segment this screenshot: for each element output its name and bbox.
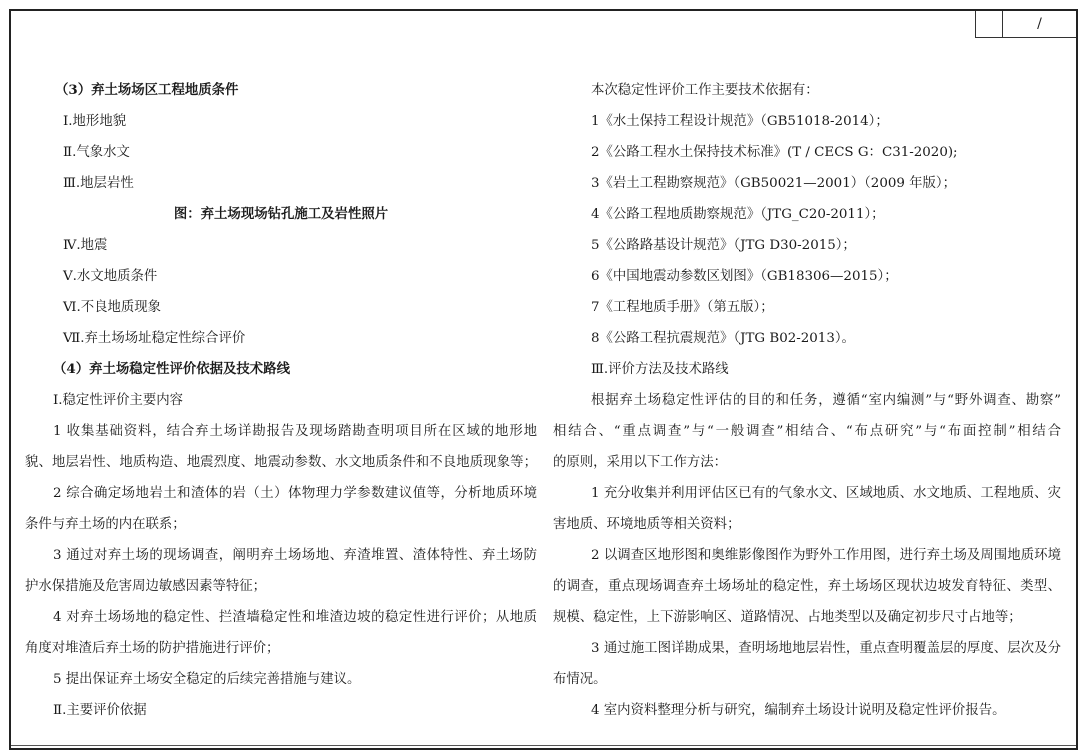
left-paragraph-line: 3 通过对弃土场的现场调查，阐明弃土场场地、弃渣堆置、渣体特性、弃土场防	[53, 548, 537, 563]
right-paragraph-line: 规模、稳定性，上下游影响区、道路情况、占地类型以及确定初步尺寸占地等；	[553, 610, 1022, 625]
right-paragraph-line: 害地质、环境地质等相关资料；	[553, 517, 741, 532]
right-paragraph-line: 2《公路工程水土保持技术标准》(T / CECS G：C31-2020);	[591, 145, 958, 160]
right-paragraph-line: 的调查，重点现场调查弃土场场址的稳定性，弃土场场区现状边坡发育特征、类型、	[553, 579, 1061, 594]
title-block-edge	[11, 745, 1076, 752]
left-paragraph-line: 角度对堆渣后弃土场的防护措施进行评价；	[25, 641, 280, 656]
left-paragraph-line: 貌、地层岩性、地质构造、地震烈度、地震动参数、水文地质条件和不良地质现象等；	[25, 455, 537, 470]
right-paragraph-line: 3《岩土工程勘察规范》（GB50021—2001）（2009 年版）；	[591, 176, 956, 191]
right-paragraph-line: 7《工程地质手册》（第五版）；	[591, 300, 774, 315]
left-paragraph-line: Ⅱ.主要评价依据	[53, 703, 147, 718]
right-paragraph-line: 6《中国地震动参数区划图》（GB18306—2015）；	[591, 269, 898, 284]
right-paragraph-line: 5《公路路基设计规范》（JTG D30-2015）；	[591, 238, 856, 253]
left-paragraph-line: Ⅰ.地形地貌	[63, 114, 127, 129]
document-sheet	[9, 9, 1078, 750]
right-paragraph-line: 的原则，采用以下工作方法：	[553, 455, 728, 470]
left-paragraph-line: Ⅵ.不良地质现象	[63, 300, 162, 315]
left-paragraph-line: 图：弃土场现场钻孔施工及岩性照片	[173, 206, 389, 222]
right-paragraph-line: 本次稳定性评价工作主要技术依据有：	[591, 83, 819, 98]
page-number: /	[1037, 16, 1042, 32]
left-paragraph-line: Ⅲ.地层岩性	[63, 176, 134, 191]
right-column	[553, 75, 1061, 726]
right-paragraph-line: 布情况。	[553, 672, 607, 687]
left-paragraph-line: Ⅴ.水文地质条件	[63, 269, 158, 284]
left-paragraph-line: 1 收集基础资料，结合弃土场详勘报告及现场踏勘查明项目所在区域的地形地	[53, 424, 537, 439]
left-paragraph-line: Ⅱ.气象水文	[63, 145, 130, 160]
right-paragraph-line: 3 通过施工图详勘成果，查明场地地层岩性，重点查明覆盖层的厚度、层次及分	[591, 641, 1061, 656]
right-paragraph-line: 1 充分收集并利用评估区已有的气象水文、区域地质、水文地质、工程地质、灾	[591, 486, 1061, 501]
left-paragraph-line: 5 提出保证弃土场安全稳定的后续完善措施与建议。	[53, 672, 361, 687]
left-paragraph-line: 条件与弃土场的内在联系；	[25, 517, 186, 532]
left-paragraph-line: Ⅳ.地震	[63, 238, 108, 253]
right-paragraph-line: Ⅲ.评价方法及技术路线	[591, 362, 729, 377]
page-box-cell	[976, 11, 1003, 37]
right-paragraph-line: 4《公路工程地质勘察规范》（JTG_C20-2011）；	[591, 207, 885, 222]
right-paragraph-line: 2 以调查区地形图和奥维影像图作为野外工作用图，进行弃土场及周围地质环境	[591, 548, 1061, 563]
right-paragraph-line: 相结合、“重点调查”与“一般调查”相结合、“布点研究”与“布面控制”相结合	[553, 424, 1061, 439]
left-paragraph-line: （3）弃土场场区工程地质条件	[55, 82, 239, 98]
right-paragraph-line: 根据弃土场稳定性评估的目的和任务，遵循“室内编测”与“野外调查、勘察”	[591, 393, 1061, 408]
left-paragraph-line: Ⅶ.弃土场场址稳定性综合评价	[63, 331, 246, 346]
left-paragraph-line: Ⅰ.稳定性评价主要内容	[53, 393, 184, 408]
right-paragraph-line: 8《公路工程抗震规范》（JTG B02-2013）。	[591, 331, 855, 346]
right-paragraph-line: 1《水土保持工程设计规范》（GB51018-2014）；	[591, 114, 889, 129]
left-column	[25, 75, 537, 726]
left-paragraph-line: 护水保措施及危害周边敏感因素等特征；	[25, 579, 267, 594]
left-paragraph-line: 4 对弃土场场地的稳定性、拦渣墙稳定性和堆渣边坡的稳定性进行评价；从地质	[53, 610, 537, 625]
left-paragraph-line: 2 综合确定场地岩土和渣体的岩（土）体物理力学参数建议值等，分析地质环境	[53, 486, 537, 501]
page-number-box	[975, 11, 1076, 38]
left-paragraph-line: （4）弃土场稳定性评价依据及技术路线	[53, 361, 290, 377]
right-paragraph-line: 4 室内资料整理分析与研究，编制弃土场设计说明及稳定性评价报告。	[591, 703, 1006, 718]
